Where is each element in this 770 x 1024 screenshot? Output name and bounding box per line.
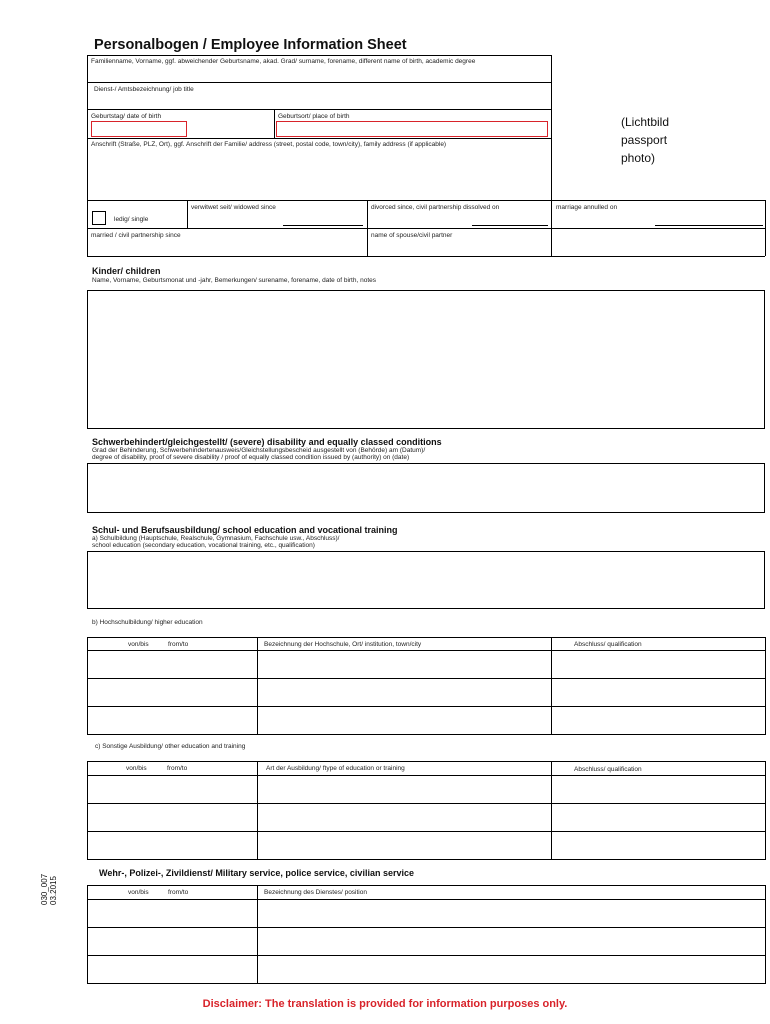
date-of-birth-label: Geburtstag/ date of birth xyxy=(91,113,162,120)
place-of-birth-label: Geburtsort/ place of birth xyxy=(278,113,350,120)
grid-line xyxy=(87,256,765,257)
grid-line xyxy=(87,228,765,229)
form-code: 030_007 03.2015 xyxy=(40,873,58,905)
higher-col-institution: Bezeichnung der Hochschule, Ort/ institution, town/city xyxy=(264,641,422,648)
single-checkbox[interactable] xyxy=(92,211,106,225)
grid-line xyxy=(551,55,552,256)
grid-line xyxy=(257,761,258,860)
photo-placeholder xyxy=(621,113,669,167)
grid-line xyxy=(87,200,765,201)
grid-line xyxy=(87,82,552,83)
grid-line xyxy=(765,761,766,860)
grid-line xyxy=(87,761,88,860)
disability-sub-1: Grad der Behinderung, Schwerbehindertenausweis/Gleichstellungsbescheid ausgestellt von (Behörde) am (Datum)/ xyxy=(92,447,426,454)
grid-line xyxy=(87,55,552,56)
service-col-to: from/to xyxy=(168,889,189,896)
grid-line xyxy=(87,109,552,110)
grid-line xyxy=(87,775,765,776)
grid-line xyxy=(87,859,765,860)
grid-line xyxy=(187,200,188,228)
grid-line xyxy=(367,200,368,256)
other-col-qualification: Abschluss/ qualification xyxy=(574,766,642,773)
grid-line xyxy=(87,885,88,984)
photo-line-1: (Lichtbild xyxy=(621,115,670,129)
address-label: Anschrift (Straße, PLZ, Ort), ggf. Anschrift der Familie/ address (street, postal code, town/city), family address (if applicable) xyxy=(91,141,447,148)
service-col-position: Bezeichnung des Dienstes/ position xyxy=(264,889,367,896)
education-sub-1: a) Schulbildung (Hauptschule, Realschule, Gymnasium, Fachschule usw., Abschluss)/ xyxy=(92,535,340,542)
grid-line xyxy=(87,678,765,679)
grid-line xyxy=(87,706,765,707)
single-label: ledig/ single xyxy=(114,216,149,223)
grid-line xyxy=(551,637,552,735)
disability-heading: Schwerbehindert/gleichgestellt/ (severe) disability and equally classed conditions xyxy=(92,437,442,447)
grid-line xyxy=(87,803,765,804)
service-col-from: von/bis xyxy=(128,889,149,896)
other-col-type: Art der Ausbildung/ ftype of education or training xyxy=(266,765,405,772)
grid-line xyxy=(87,734,765,735)
grid-line xyxy=(765,200,766,256)
education-heading: Schul- und Berufsausbildung/ school education and vocational training xyxy=(92,525,398,535)
grid-line xyxy=(87,899,765,900)
grid-line xyxy=(87,831,765,832)
disclaimer: Disclaimer: The translation is provided for information purposes only. xyxy=(202,998,568,1010)
service-heading: Wehr-, Polizei-, Zivildienst/ Military service, police service, civilian service xyxy=(99,868,414,878)
higher-col-to: from/to xyxy=(168,641,189,648)
grid-line xyxy=(87,761,765,762)
grid-line xyxy=(87,927,765,928)
higher-col-qualification: Abschluss/ qualification xyxy=(574,641,642,648)
grid-line xyxy=(274,109,275,138)
married-label: married / civil partnership since xyxy=(91,232,181,239)
disability-input[interactable] xyxy=(87,463,765,513)
grid-line xyxy=(87,650,765,651)
date-of-birth-input[interactable] xyxy=(91,121,187,137)
grid-line xyxy=(87,55,88,256)
grid-line xyxy=(765,637,766,735)
place-of-birth-input[interactable] xyxy=(276,121,548,137)
job-title-label: Dienst-/ Amtsbezeichnung/ job title xyxy=(94,86,194,93)
widowed-label: verwitwet seit/ widowed since xyxy=(191,204,276,211)
other-education-label: c) Sonstige Ausbildung/ other education and training xyxy=(95,743,246,750)
name-label: Familienname, Vorname, ggf. abweichender Geburtsname, akad. Grad/ surname, forename, different name of birth, academic degree xyxy=(91,58,476,65)
annulled-label: marriage annulled on xyxy=(556,204,618,211)
grid-line xyxy=(87,138,552,139)
spouse-label: name of spouse/civil partner xyxy=(371,232,453,239)
other-col-from: von/bis xyxy=(126,765,147,772)
children-heading: Kinder/ children xyxy=(92,266,161,276)
photo-line-2: passport xyxy=(621,133,668,147)
grid-line xyxy=(87,983,765,984)
grid-line xyxy=(87,955,765,956)
photo-line-3: photo) xyxy=(621,151,656,165)
grid-line xyxy=(257,885,258,984)
underline xyxy=(283,225,363,226)
grid-line xyxy=(551,761,552,860)
underline xyxy=(472,225,548,226)
higher-col-from: von/bis xyxy=(128,641,149,648)
other-col-to: from/to xyxy=(167,765,188,772)
grid-line xyxy=(765,885,766,984)
underline xyxy=(655,225,763,226)
grid-line xyxy=(87,637,88,735)
school-education-input[interactable] xyxy=(87,551,765,609)
page-title: Personalbogen / Employee Information Sheet xyxy=(94,37,407,53)
disability-sub-2: degree of disability, proof of severe disability / proof of equally classed condition issued by (authority) on (date) xyxy=(92,454,410,461)
children-sub: Name, Vorname, Geburtsmonat und -jahr, Bemerkungen/ surename, forename, date of birth, notes xyxy=(92,277,376,284)
divorced-label: divorced since, civil partnership dissolved on xyxy=(371,204,500,211)
grid-line xyxy=(257,637,258,735)
children-input[interactable] xyxy=(87,290,765,429)
grid-line xyxy=(87,637,765,638)
grid-line xyxy=(87,885,765,886)
education-sub-2: school education (secondary education, vocational training, etc., qualification) xyxy=(92,542,315,549)
higher-education-label: b) Hochschulbildung/ higher education xyxy=(92,619,203,626)
